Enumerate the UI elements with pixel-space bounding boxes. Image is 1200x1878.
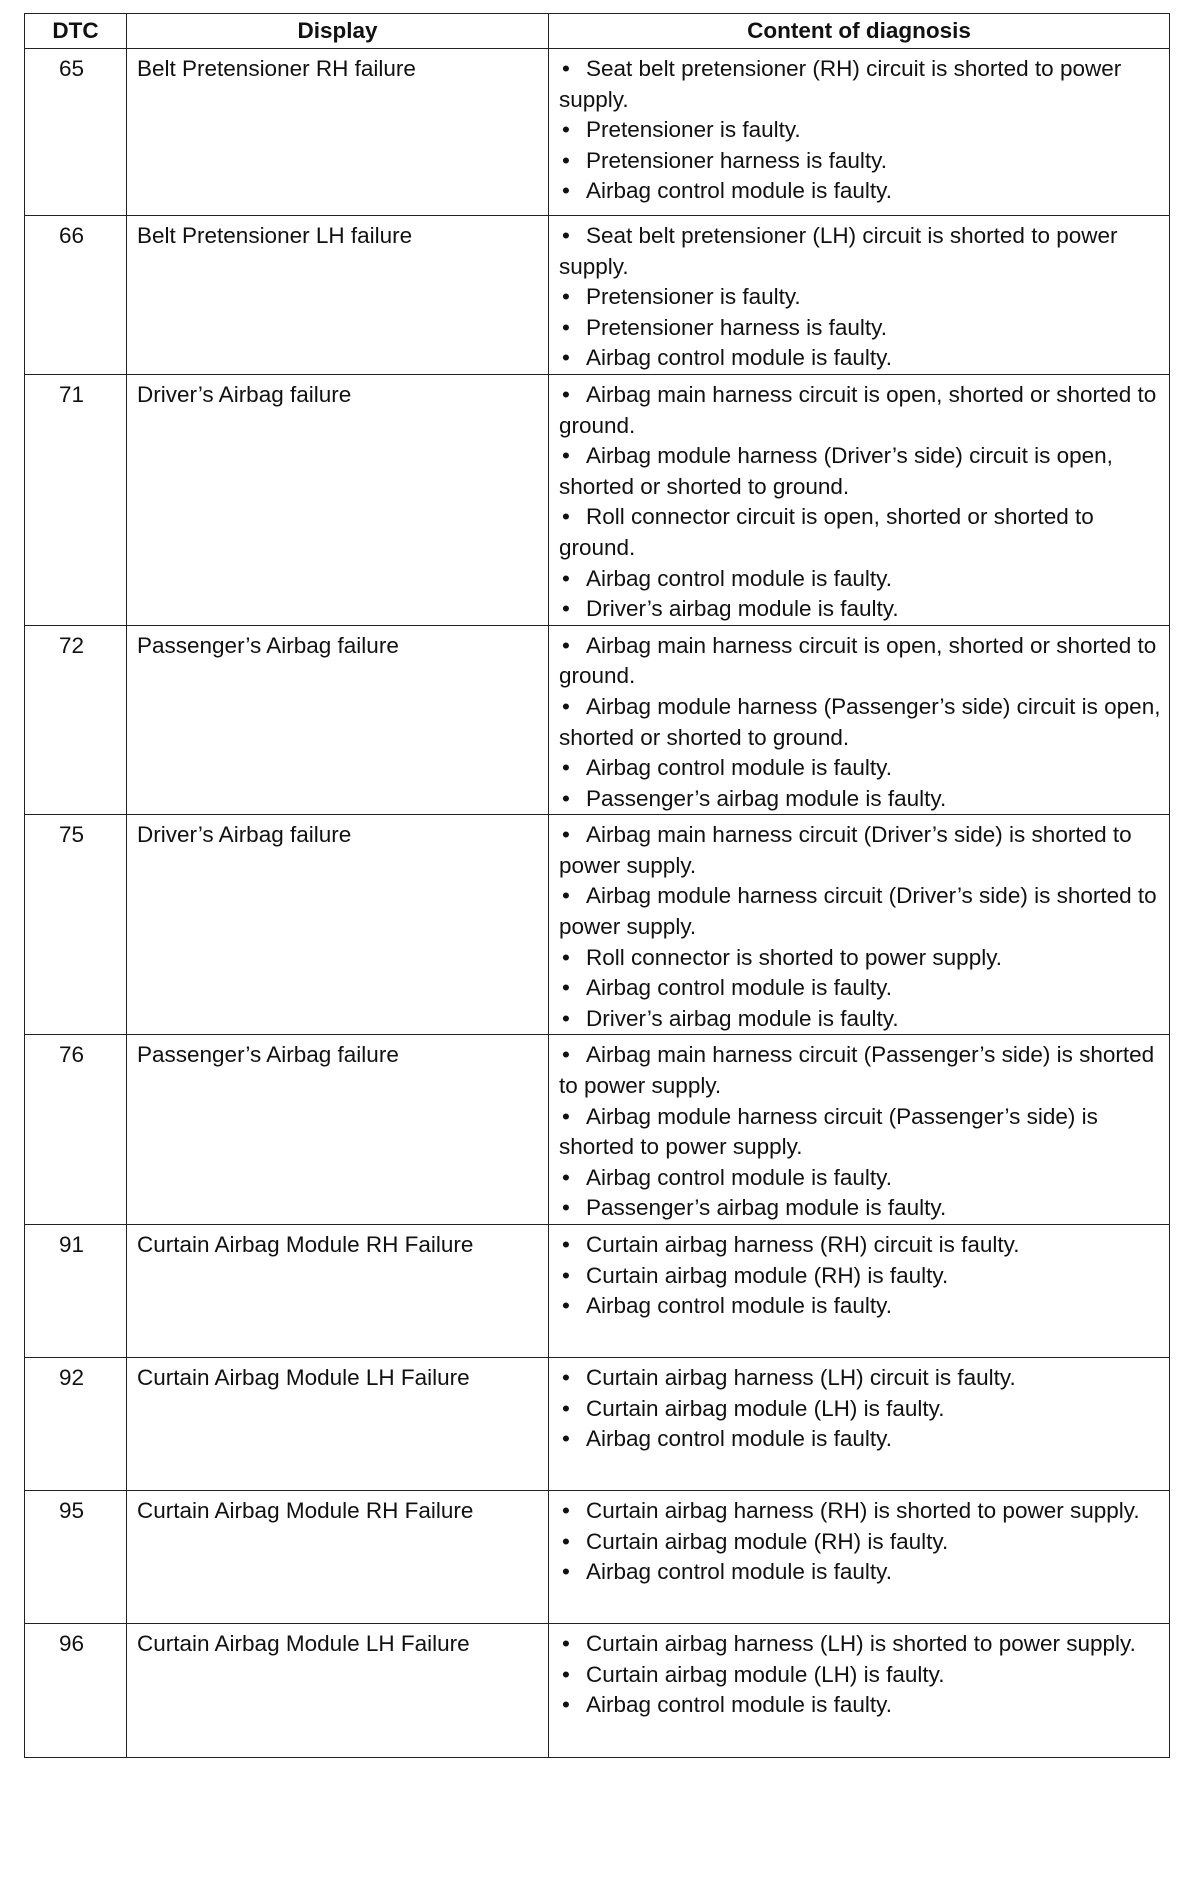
diagnosis-item: • Airbag control module is faulty. (559, 1424, 1163, 1455)
dtc-display: Driver’s Airbag failure (127, 374, 549, 625)
diagnosis-content (549, 1225, 1170, 1358)
dtc-code: 66 (25, 216, 127, 375)
diagnosis-list (559, 1040, 1163, 1224)
dtc-code: 95 (25, 1491, 127, 1624)
diagnosis-item: • Seat belt pretensioner (RH) circuit is shorted to power supply. (559, 54, 1163, 115)
dtc-code: 72 (25, 625, 127, 815)
table-row (25, 1624, 1170, 1758)
diagnosis-list (559, 631, 1163, 815)
diagnosis-item: • Airbag control module is faulty. (559, 1163, 1163, 1194)
diagnosis-item: • Airbag main harness circuit (Passenger’s side) is shorted to power supply. (559, 1040, 1163, 1101)
table-row (25, 216, 1170, 375)
diagnosis-item: • Airbag control module is faulty. (559, 176, 1163, 207)
diagnosis-list (559, 1230, 1163, 1322)
diagnosis-item: • Airbag control module is faulty. (559, 1291, 1163, 1322)
diagnosis-content (549, 49, 1170, 216)
diagnosis-item: • Airbag main harness circuit is open, shorted or shorted to ground. (559, 380, 1163, 441)
diagnosis-item: • Roll connector is shorted to power supply. (559, 943, 1163, 974)
diagnosis-list (559, 820, 1163, 1034)
dtc-display: Curtain Airbag Module RH Failure (127, 1225, 549, 1358)
diagnosis-item: • Pretensioner harness is faulty. (559, 146, 1163, 177)
dtc-code: 65 (25, 49, 127, 216)
diagnosis-content (549, 815, 1170, 1035)
table-row (25, 625, 1170, 815)
diagnosis-item: • Curtain airbag harness (RH) circuit is faulty. (559, 1230, 1163, 1261)
dtc-code: 75 (25, 815, 127, 1035)
diagnosis-list (559, 221, 1163, 374)
diagnosis-list (559, 1629, 1163, 1721)
diagnosis-item: • Airbag control module is faulty. (559, 973, 1163, 1004)
diagnosis-list (559, 1363, 1163, 1455)
header-dtc: DTC (25, 14, 127, 49)
table-row (25, 815, 1170, 1035)
table-row (25, 1225, 1170, 1358)
diagnosis-item: • Airbag module harness (Driver’s side) circuit is open, shorted or shorted to ground. (559, 441, 1163, 502)
dtc-code: 71 (25, 374, 127, 625)
diagnosis-item: • Curtain airbag harness (LH) is shorted to power supply. (559, 1629, 1163, 1660)
diagnosis-item: • Curtain airbag harness (LH) circuit is faulty. (559, 1363, 1163, 1394)
table-row (25, 49, 1170, 216)
diagnosis-item: • Airbag module harness circuit (Passenger’s side) is shorted to power supply. (559, 1102, 1163, 1163)
diagnosis-item: • Driver’s airbag module is faulty. (559, 1004, 1163, 1035)
table-row (25, 1358, 1170, 1491)
dtc-display: Passenger’s Airbag failure (127, 625, 549, 815)
diagnosis-item: • Airbag main harness circuit (Driver’s side) is shorted to power supply. (559, 820, 1163, 881)
dtc-code: 92 (25, 1358, 127, 1491)
diagnosis-item: • Curtain airbag module (RH) is faulty. (559, 1261, 1163, 1292)
dtc-display: Passenger’s Airbag failure (127, 1035, 549, 1225)
diagnosis-item: • Curtain airbag module (RH) is faulty. (559, 1527, 1163, 1558)
table-row (25, 1035, 1170, 1225)
diagnosis-item: • Seat belt pretensioner (LH) circuit is shorted to power supply. (559, 221, 1163, 282)
diagnosis-item: • Airbag module harness circuit (Driver’s side) is shorted to power supply. (559, 881, 1163, 942)
table-row (25, 1491, 1170, 1624)
diagnosis-item: • Airbag control module is faulty. (559, 564, 1163, 595)
dtc-table (24, 13, 1170, 1758)
diagnosis-content (549, 1624, 1170, 1758)
table-header-row (25, 14, 1170, 49)
table-row (25, 374, 1170, 625)
header-display: Display (127, 14, 549, 49)
diagnosis-content (549, 1491, 1170, 1624)
diagnosis-item: • Driver’s airbag module is faulty. (559, 594, 1163, 625)
diagnosis-item: • Airbag main harness circuit is open, shorted or shorted to ground. (559, 631, 1163, 692)
diagnosis-item: • Airbag control module is faulty. (559, 1557, 1163, 1588)
dtc-code: 76 (25, 1035, 127, 1225)
dtc-display: Belt Pretensioner RH failure (127, 49, 549, 216)
dtc-display: Curtain Airbag Module LH Failure (127, 1624, 549, 1758)
diagnosis-content (549, 216, 1170, 375)
diagnosis-item: • Roll connector circuit is open, shorted or shorted to ground. (559, 502, 1163, 563)
table-body (25, 49, 1170, 1758)
dtc-display: Belt Pretensioner LH failure (127, 216, 549, 375)
dtc-display: Driver’s Airbag failure (127, 815, 549, 1035)
diagnosis-item: • Passenger’s airbag module is faulty. (559, 784, 1163, 815)
header-content: Content of diagnosis (549, 14, 1170, 49)
diagnosis-content (549, 374, 1170, 625)
diagnosis-item: • Passenger’s airbag module is faulty. (559, 1193, 1163, 1224)
diagnosis-item: • Airbag control module is faulty. (559, 343, 1163, 374)
diagnosis-list (559, 1496, 1163, 1588)
diagnosis-list (559, 54, 1163, 207)
dtc-display: Curtain Airbag Module RH Failure (127, 1491, 549, 1624)
diagnosis-item: • Pretensioner is faulty. (559, 115, 1163, 146)
diagnosis-item: • Airbag control module is faulty. (559, 753, 1163, 784)
diagnosis-content (549, 1358, 1170, 1491)
diagnosis-item: • Pretensioner is faulty. (559, 282, 1163, 313)
diagnosis-item: • Curtain airbag module (LH) is faulty. (559, 1394, 1163, 1425)
dtc-code: 91 (25, 1225, 127, 1358)
diagnosis-item: • Curtain airbag module (LH) is faulty. (559, 1660, 1163, 1691)
diagnosis-list (559, 380, 1163, 625)
diagnosis-item: • Airbag module harness (Passenger’s side) circuit is open, shorted or shorted to ground. (559, 692, 1163, 753)
diagnosis-item: • Pretensioner harness is faulty. (559, 313, 1163, 344)
diagnosis-item: • Airbag control module is faulty. (559, 1690, 1163, 1721)
dtc-code: 96 (25, 1624, 127, 1758)
diagnosis-content (549, 1035, 1170, 1225)
diagnosis-item: • Curtain airbag harness (RH) is shorted to power supply. (559, 1496, 1163, 1527)
diagnosis-content (549, 625, 1170, 815)
dtc-display: Curtain Airbag Module LH Failure (127, 1358, 549, 1491)
